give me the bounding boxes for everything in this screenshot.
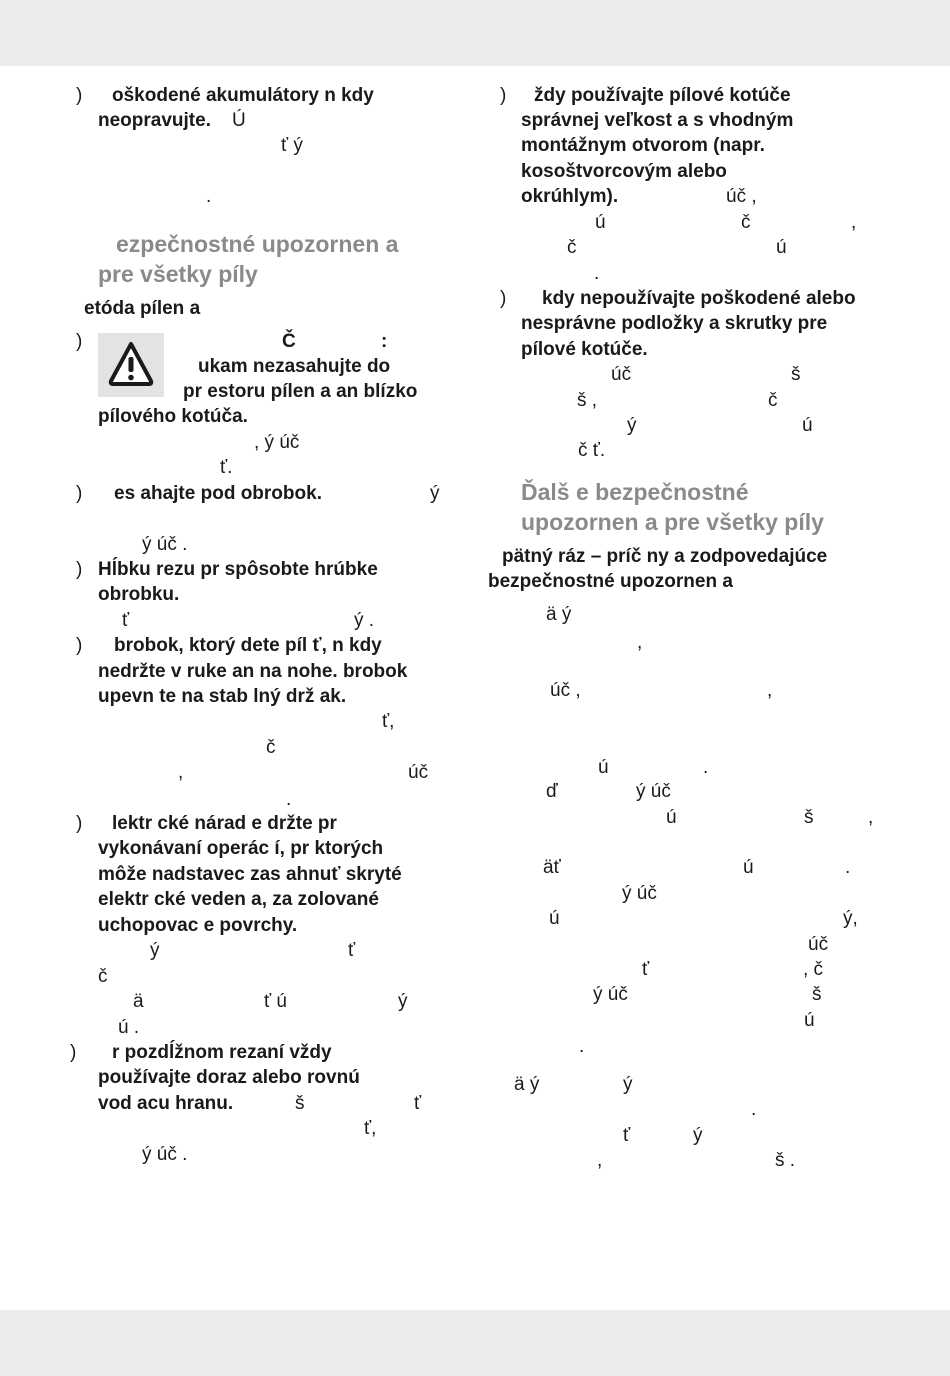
bold-text-line: vykonávaní operác í, pr ktorých <box>98 838 384 859</box>
text-fragment: ť <box>122 610 130 631</box>
text-fragment: ú <box>743 857 754 878</box>
text-fragment: , ý úč <box>254 432 300 453</box>
bold-text-line: r pozdĺžnom rezaní vždy <box>112 1042 332 1063</box>
bold-text-line: : <box>381 331 388 352</box>
text-fragment: . <box>579 1036 585 1057</box>
bold-text-line: vod acu hranu. <box>98 1093 234 1114</box>
text-fragment: ý <box>150 940 160 961</box>
text-fragment: ý, <box>843 908 858 929</box>
text-fragment: ) <box>76 559 83 580</box>
text-fragment: ť <box>642 959 650 980</box>
text-fragment: , <box>767 680 773 701</box>
bold-text-line: uchopovac e povrchy. <box>98 915 298 936</box>
text-fragment: , <box>597 1150 603 1171</box>
text-fragment: ú <box>776 237 787 258</box>
text-fragment: ť <box>623 1125 631 1146</box>
text-fragment: š <box>295 1093 305 1114</box>
text-fragment: . <box>845 857 851 878</box>
bold-text-line: montážnym otvorom (napr. <box>521 135 765 156</box>
warning-triangle-icon <box>98 333 164 397</box>
text-fragment: ) <box>76 635 83 656</box>
text-fragment: ) <box>76 813 83 834</box>
text-fragment: ú <box>804 1010 815 1031</box>
bold-text-line: etóda pílen a <box>84 298 201 319</box>
text-fragment: ) <box>500 85 507 106</box>
text-fragment: ý <box>398 991 408 1012</box>
bold-text-line: môže nadstavec zas ahnuť skryté <box>98 864 402 885</box>
text-fragment: ý <box>627 415 637 436</box>
text-fragment: č <box>266 737 276 758</box>
bold-text-line: správnej veľkost a s vhodným <box>521 110 794 131</box>
bold-text-line: okrúhlym). <box>521 186 619 207</box>
text-fragment: úč <box>408 762 429 783</box>
text-fragment: , <box>178 762 184 783</box>
text-fragment: ú <box>802 415 813 436</box>
text-fragment: ý <box>623 1074 633 1095</box>
text-fragment: , <box>868 807 874 828</box>
text-fragment: š <box>791 364 801 385</box>
text-fragment: ) <box>70 1042 77 1063</box>
bold-text-line: obrobku. <box>98 584 180 605</box>
text-fragment: ď <box>546 781 558 802</box>
section-heading: pre všetky píly <box>98 261 258 287</box>
bold-text-line: nesprávne podložky a skrutky pre <box>521 313 828 334</box>
text-fragment: Ú <box>232 110 246 131</box>
text-fragment: ú . <box>118 1017 140 1038</box>
text-fragment: ý úč <box>593 984 628 1005</box>
text-fragment: ý úč . <box>142 534 188 555</box>
text-fragment: ť ý <box>281 135 303 156</box>
text-fragment: ú <box>595 212 606 233</box>
text-fragment: ú <box>666 807 677 828</box>
text-fragment: ť. <box>220 457 233 478</box>
text-fragment: ú <box>598 757 609 778</box>
text-fragment: úč , <box>726 186 757 207</box>
text-fragment: č <box>768 390 778 411</box>
text-fragment: . <box>751 1099 757 1120</box>
text-fragment: úč <box>808 934 829 955</box>
text-fragment: ý . <box>354 610 375 631</box>
text-fragment: , č <box>803 959 824 980</box>
bold-text-line: pätný ráz – príč ny a zodpovedajúce <box>502 546 828 567</box>
text-fragment: š , <box>577 390 598 411</box>
bold-text-line: elektr cké veden a, za zolované <box>98 889 379 910</box>
text-fragment: . <box>206 186 212 207</box>
text-fragment: č <box>741 212 751 233</box>
section-heading: Ďalš e bezpečnostné <box>521 479 749 505</box>
section-heading: ezpečnostné upozornen a <box>116 231 399 257</box>
text-fragment: ý úč . <box>142 1144 188 1165</box>
text-fragment: č <box>567 237 577 258</box>
text-fragment: ) <box>76 331 83 352</box>
text-fragment: š . <box>775 1150 796 1171</box>
text-fragment: š <box>812 984 822 1005</box>
text-fragment: ä ý <box>546 604 572 625</box>
bold-text-line: brobok, ktorý dete píl ť, n kdy <box>114 635 382 656</box>
bold-text-line: oškodené akumulátory n kdy <box>112 85 374 106</box>
bold-text-line: ukam nezasahujte do <box>198 356 391 377</box>
bold-text-line: používajte doraz alebo rovnú <box>98 1067 360 1088</box>
text-fragment: ä ý <box>514 1074 540 1095</box>
bold-text-line: Č <box>282 331 296 352</box>
text-fragment: ú <box>549 908 560 929</box>
bottom-band <box>0 1310 950 1376</box>
bold-text-line: ždy používajte pílové kotúče <box>534 85 791 106</box>
text-fragment: . <box>286 789 292 810</box>
text-fragment: ) <box>76 85 83 106</box>
bold-text-line: pílového kotúča. <box>98 406 248 427</box>
text-fragment: ť <box>348 940 356 961</box>
text-fragment: úč <box>611 364 632 385</box>
bold-text-line: pílové kotúče. <box>521 339 648 360</box>
text-fragment: ý úč <box>636 781 671 802</box>
text-fragment: č <box>98 966 108 987</box>
text-fragment: ť, <box>364 1118 377 1139</box>
bold-text-line: nedržte v ruke an na nohe. brobok <box>98 661 408 682</box>
bold-text-line: lektr cké nárad e držte pr <box>112 813 337 834</box>
top-band <box>0 0 950 66</box>
text-fragment: ť, <box>382 711 395 732</box>
text-fragment: ť ú <box>264 991 287 1012</box>
text-fragment: ä <box>133 991 144 1012</box>
text-fragment: š <box>804 807 814 828</box>
bold-text-line: neopravujte. <box>98 110 211 131</box>
text-fragment: . <box>703 757 709 778</box>
text-fragment: , <box>637 632 643 653</box>
text-fragment: ý <box>430 483 440 504</box>
text-fragment: , <box>851 212 857 233</box>
warning-triangle-svg <box>107 339 155 389</box>
text-fragment: č ť. <box>578 440 606 461</box>
text-fragment: ) <box>76 483 83 504</box>
bold-text-line: bezpečnostné upozornen a <box>488 571 733 592</box>
text-fragment: ) <box>500 288 507 309</box>
text-fragment: . <box>594 263 600 284</box>
text-fragment: ť <box>414 1093 422 1114</box>
section-heading: upozornen a pre všetky píly <box>521 509 824 535</box>
text-fragment: äť <box>543 857 561 878</box>
text-fragment: ý <box>693 1125 703 1146</box>
text-fragment: úč , <box>550 680 581 701</box>
bold-text-line: upevn te na stab lný drž ak. <box>98 686 347 707</box>
bold-text-line: kdy nepoužívajte poškodené alebo <box>542 288 856 309</box>
bold-text-line: pr estoru pílen a an blízko <box>183 381 418 402</box>
bold-text-line: es ahajte pod obrobok. <box>114 483 322 504</box>
bold-text-line: Hĺbku rezu pr spôsobte hrúbke <box>98 559 378 580</box>
bold-text-line: kosoštvorcovým alebo <box>521 161 727 182</box>
text-fragment: ý úč <box>622 883 657 904</box>
